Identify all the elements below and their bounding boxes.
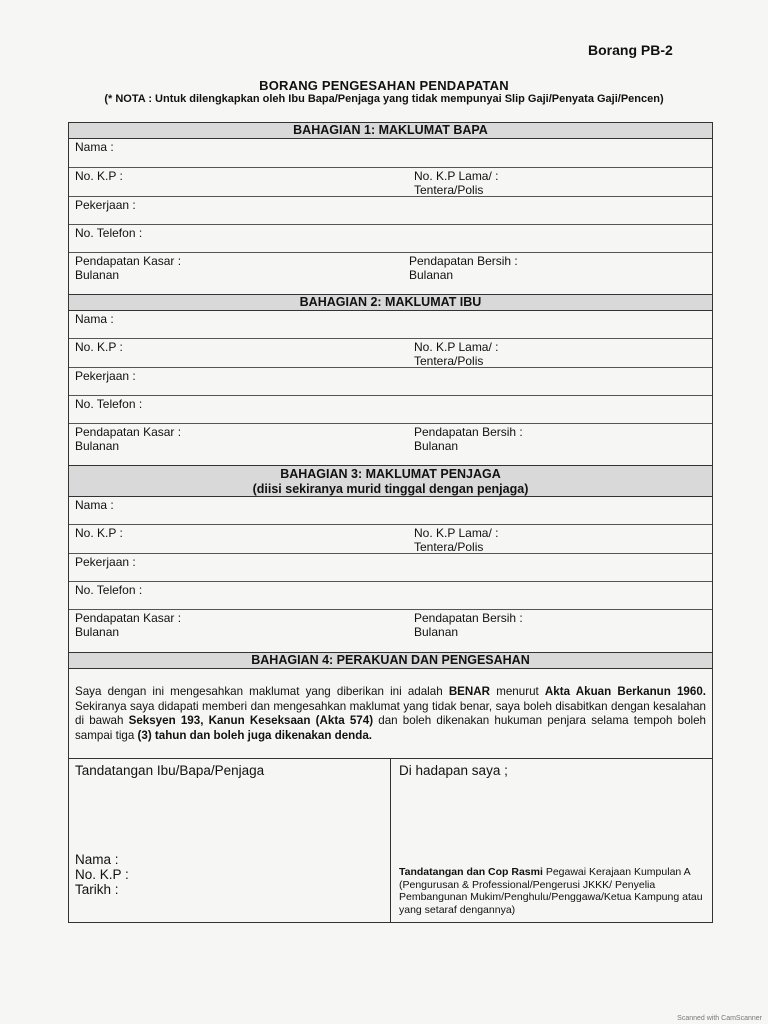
section2-row-kp[interactable] [69,339,712,368]
section3-pekerjaan-label: Pekerjaan : [75,555,136,569]
signature-tarikh-label: Tarikh : [75,882,119,897]
signature-fields[interactable] [75,852,129,897]
section2-row-pendapatan[interactable] [69,424,712,465]
section2-bersih-label: Pendapatan Bersih : Bulanan [414,425,523,453]
section1-bersih-label: Pendapatan Bersih : Bulanan [409,254,518,282]
signature-right-heading: Di hadapan saya ; [399,763,508,778]
section3-row-pendapatan[interactable] [69,610,712,652]
section2-kp-label: No. K.P : [75,340,123,354]
section3-kp-lama-label: No. K.P Lama/ : Tentera/Polis [414,526,499,554]
section1-kasar-label: Pendapatan Kasar : Bulanan [75,254,182,282]
section3-row-telefon[interactable] [69,582,712,610]
section2-header: BAHAGIAN 2: MAKLUMAT IBU [69,294,712,311]
section3-bersih-label: Pendapatan Bersih : Bulanan [414,611,523,639]
form-table [68,122,713,923]
section3-row-pekerjaan[interactable] [69,554,712,582]
section1-telefon-label: No. Telefon : [75,226,143,240]
section1-kp-lama-label: No. K.P Lama/ : Tentera/Polis [414,169,499,197]
section2-telefon-label: No. Telefon : [75,397,143,411]
section1-nama-label: Nama : [75,140,114,154]
section2-row-telefon[interactable] [69,396,712,424]
section2-row-pekerjaan[interactable] [69,368,712,396]
scanner-mark: Scanned with CamScanner [677,1015,762,1022]
section3-kp-label: No. K.P : [75,526,123,540]
section3-row-nama[interactable] [69,497,712,525]
form-note: (* NOTA : Untuk dilengkapkan oleh Ibu Bapa/Penjaga yang tidak mempunyai Slip Gaji/Penyata Gaji/Pencen) [104,93,664,105]
section2-kp-lama-label: No. K.P Lama/ : Tentera/Polis [414,340,499,368]
section2-row-nama[interactable] [69,311,712,339]
official-stamp-text: Tandatangan dan Cop Rasmi Pegawai Kerajaan Kumpulan A (Pengurusan & Professional/Pengerusi JKKK/ Penyelia Pembangunan Mukim/Penghulu/Penggawa/Ketua Kampung atau yang setaraf dengannya) [399,866,703,916]
section1-row-kp[interactable] [69,168,712,197]
section3-kasar-label: Pendapatan Kasar : Bulanan [75,611,182,639]
section4-header: BAHAGIAN 4: PERAKUAN DAN PENGESAHAN [69,652,712,669]
declaration-box [69,669,712,759]
signature-kp-label: No. K.P : [75,867,129,882]
section2-pekerjaan-label: Pekerjaan : [75,369,136,383]
section1-row-pekerjaan[interactable] [69,197,712,225]
signature-left-heading: Tandatangan Ibu/Bapa/Penjaga [75,763,265,778]
section1-row-nama[interactable] [69,139,712,168]
section3-header: BAHAGIAN 3: MAKLUMAT PENJAGA (diisi sekiranya murid tinggal dengan penjaga) [69,465,712,497]
declaration-text: Saya dengan ini mengesahkan maklumat yang diberikan ini adalah BENAR menurut Akta Akuan Berkanun 1960. Sekiranya saya didapati memberi dan mengesahkan maklumat yang tidak benar, saya boleh disabitkan dengan kesalahan di bawah Seksyen 193, Kanun Keseksaan (Akta 574) dan boleh dikenakan hukuman penjara selama tempoh boleh sampai tiga (3) tahun dan boleh juga dikenakan denda. [75,685,706,742]
section1-kp-label: No. K.P : [75,169,123,183]
form-code: Borang PB-2 [588,42,673,58]
section3-row-kp[interactable] [69,525,712,554]
section3-telefon-label: No. Telefon : [75,583,143,597]
form-title: BORANG PENGESAHAN PENDAPATAN [259,78,509,93]
section1-header: BAHAGIAN 1: MAKLUMAT BAPA [69,123,712,139]
section1-pekerjaan-label: Pekerjaan : [75,198,136,212]
signature-divider [390,759,391,922]
section1-row-pendapatan[interactable] [69,253,712,294]
signature-area [69,759,712,922]
section1-row-telefon[interactable] [69,225,712,253]
section3-nama-label: Nama : [75,498,114,512]
section2-nama-label: Nama : [75,312,114,326]
signature-nama-label: Nama : [75,852,119,867]
section2-kasar-label: Pendapatan Kasar : Bulanan [75,425,182,453]
